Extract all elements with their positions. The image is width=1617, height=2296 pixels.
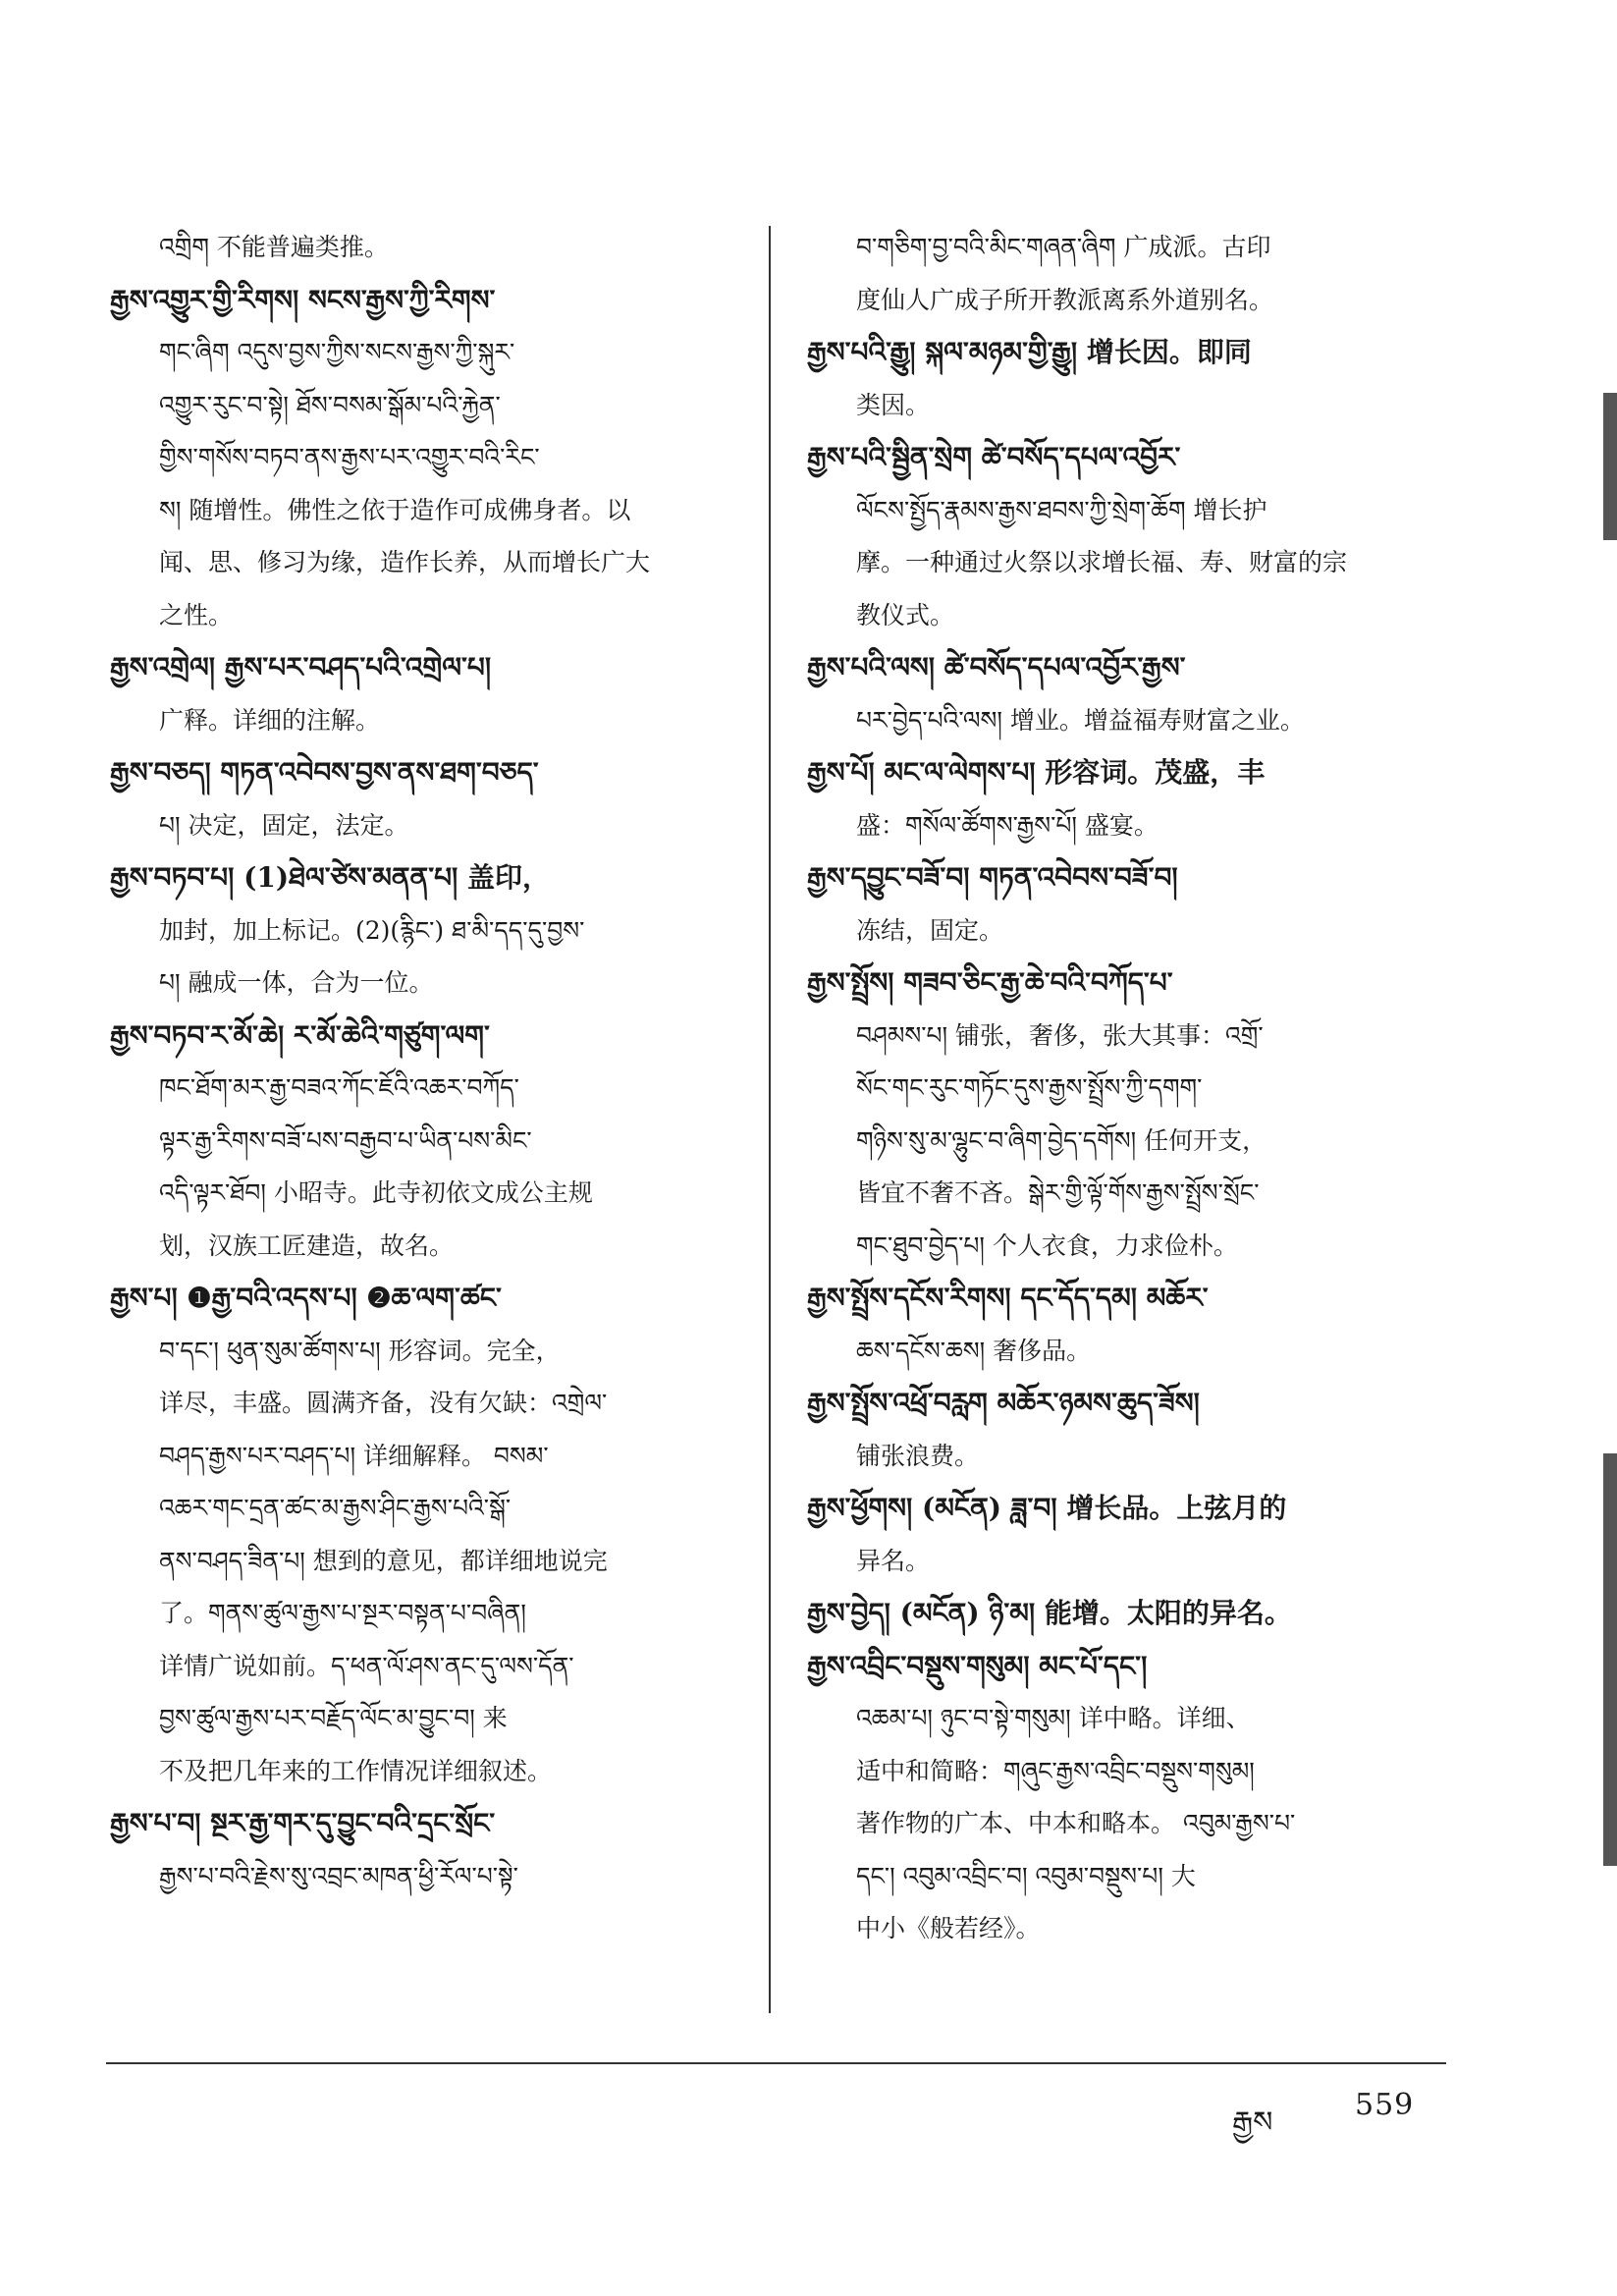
entry-text-line: 划，汉族工匠建造，故名。 — [159, 1230, 455, 1260]
entry-headword-line: རྒྱས་འབྲིང་བསྡུས་གསུམ། མང་པོ་དང་། — [807, 1649, 1148, 1682]
entry-text-line: པར་བྱེད་པའི་ལས། 增业。增益福寿财富之业。 — [856, 705, 1305, 735]
entry-text-line: བཤད་རྒྱས་པར་བཤད་པ། 详细解释。 བསམ་ — [159, 1441, 549, 1470]
entry-text-line: 度仙人广成子所开教派离系外道别名。 — [856, 285, 1274, 314]
entry-headword-line: རྒྱས་བྱེད། (མངོན) ཉི་མ། 能增。太阳的异名。 — [807, 1597, 1292, 1629]
entry-text-line: 之性。 — [159, 600, 234, 629]
running-head: རྒྱས — [1232, 2105, 1273, 2140]
entry-text-line: 了。གནས་ཚུལ་རྒྱས་པ་སྔར་བསྟན་པ་བཞིན། — [159, 1599, 526, 1627]
entry-text-line: འཆར་གང་དྲན་ཚང་མ་རྒྱས་ཤིང་རྒྱས་པའི་སྒོ་ — [159, 1494, 512, 1522]
entry-headword-line: རྒྱས་པའི་སྦྱིན་སྲེག ཚེ་བསོད་དཔལ་འབྱོར་ — [807, 441, 1181, 473]
footer-rule — [106, 2062, 1446, 2064]
entry-text-line: འདི་ལྟར་ཐོབ། 小昭寺。此寺初依文成公主规 — [159, 1178, 593, 1207]
entry-text-line: པ། 决定，固定，法定。 — [159, 810, 409, 840]
entry-text-line: ལོངས་སྤྱོད་རྣམས་རྒྱས་ཐབས་ཀྱི་སྲེག་ཆོག 增长护 — [856, 495, 1267, 524]
entry-text-line: ལྟར་རྒྱ་རིགས་བཟོ་པས་བརྒྱབ་པ་ཡིན་པས་མིང་ — [159, 1125, 532, 1155]
scan-edge-mark — [1603, 1453, 1617, 1866]
entry-text-line: འཆམ་པ། ཉུང་བ་སྟེ་གསུམ། 详中略。详细、 — [856, 1704, 1251, 1732]
entry-text-line: བ་གཅིག་བྱ་བའི་མིང་གཞན་ཞིག 广成派。古印 — [856, 233, 1271, 261]
entry-headword-line: རྒྱས་ཕྱོགས། (མངོན) ཟླ་བ། 增长品。上弦月的 — [807, 1492, 1287, 1524]
entry-text-line: གཉིས་སུ་མ་ལྷུང་བ་ཞིག་བྱེད་དགོས། 任何开支， — [856, 1125, 1267, 1155]
entry-text-line: 盛：གསོལ་ཚོགས་རྒྱས་པོ། 盛宴。 — [856, 810, 1159, 840]
entry-text-line: 中小《般若经》。 — [856, 1914, 1041, 1942]
entry-text-line: 摩。一种通过火祭以求增长福、寿、财富的宗 — [856, 548, 1348, 576]
entry-text-line: 广释。详细的注解。 — [159, 705, 381, 735]
entry-headword-line: རྒྱས་སྤྲོས། གཟབ་ཅིང་རྒྱ་ཆེ་བའི་བཀོད་པ་ — [807, 966, 1173, 999]
entry-text-line: ཆས་དངོས་ཆས། 奢侈品。 — [856, 1336, 1092, 1365]
entry-text-line: 加封，加上标记。(2)(རྙིང་) ཐ་མི་དད་དུ་བྱས་ — [159, 915, 585, 945]
entry-headword-line: རྒྱས་པ་བ། སྔར་རྒྱ་གར་དུ་བྱུང་བའི་དྲང་སྲོང་ — [110, 1807, 496, 1839]
entry-text-line: 教仪式。 — [856, 600, 955, 629]
entry-text-line: 铺张浪费。 — [856, 1441, 980, 1470]
entry-headword-line: རྒྱས་འགྱུར་གྱི་རིགས། སངས་རྒྱས་ཀྱི་རིགས་ — [110, 283, 496, 316]
entry-headword-line: རྒྱས་བཅད། གཏན་འབེབས་བྱས་ནས་ཐག་བཅད་ — [110, 756, 539, 789]
entry-text-line: ནས་བཤད་ཟིན་པ། 想到的意见，都详细地说完 — [159, 1546, 608, 1575]
entry-headword-line: རྒྱས་པའི་ལས། ཚེ་བསོད་དཔལ་འབྱོར་རྒྱས་ — [807, 651, 1186, 683]
entry-text-line: 类因。 — [856, 390, 931, 419]
entry-text-line: བྱས་ཚུལ་རྒྱས་པར་བརྗོད་ལོང་མ་བྱུང་བ། 来 — [159, 1704, 508, 1732]
entry-text-line: འགྱུར་རུང་བ་སྟེ། ཐོས་བསམ་སྒོམ་པའི་རྐྱེན་ — [159, 390, 501, 419]
entry-text-line: 详情广说如前。ད་ཕན་ལོ་ཤས་ནང་དུ་ལས་དོན་ — [159, 1651, 574, 1680]
page-number: 559 — [1355, 2088, 1415, 2122]
entry-text-line: གང་ཞིག འདུས་བྱས་ཀྱིས་སངས་རྒྱས་ཀྱི་སྐུར་ — [159, 338, 515, 366]
entry-headword-line: རྒྱས་པ། ❶རྒྱ་བའི་འདས་པ། ❷ཆ་ལག་ཚང་ — [110, 1282, 502, 1314]
entry-headword-line: རྒྱས་སྤྲོས་དངོས་རིགས། དང་དོད་དམ། མཆོར་ — [807, 1282, 1209, 1314]
entry-text-line: 适中和简略：གཞུང་རྒྱས་འབྲིང་བསྡུས་གསུམ། — [856, 1756, 1255, 1785]
entry-headword-line: རྒྱས་བཏབ་པ། (1)ཐེལ་ཙེས་མནན་པ། 盖印， — [110, 861, 551, 894]
entry-text-line: 闻、思、修习为缘，造作长养，从而增长广大 — [159, 548, 651, 576]
entry-text-line: ཁང་ཐོག་མར་རྒྱ་བཟའ་ཀོང་ཇོའི་འཆར་བཀོད་ — [159, 1073, 519, 1102]
entry-text-line: 冻结，固定。 — [856, 915, 1004, 945]
entry-headword-line: རྒྱས་དབྱུང་བཟོ་བ། གཏན་འབེབས་བཟོ་བ། — [807, 861, 1178, 894]
entry-text-line: པ། 融成一体，合为一位。 — [159, 968, 434, 997]
column-divider — [769, 226, 771, 2013]
entry-text-line: 异名。 — [856, 1546, 931, 1575]
entry-text-line: རྒྱས་པ་བའི་རྗེས་སུ་འབྲང་མཁན་ཕྱི་རོལ་པ་སྟེ་ — [159, 1861, 518, 1890]
scan-edge-mark — [1603, 393, 1617, 540]
entry-headword-line: རྒྱས་འགྲེལ། རྒྱས་པར་བཤད་པའི་འགྲེལ་པ། — [110, 651, 492, 683]
entry-text-line: བཤམས་པ། 铺张，奢侈，张大其事：འགྲོ་ — [856, 1020, 1264, 1050]
entry-headword-line: རྒྱས་སྤྲོས་འཕྲོ་བརླག མཆོར་ཉམས་ཆུད་ཟོས། — [807, 1387, 1200, 1419]
entry-text-line: 皆宜不奢不吝。སྒེར་གྱི་ལྟོ་གོས་རྒྱས་སྤྲོས་སྲོང་ — [856, 1178, 1260, 1207]
entry-headword-line: རྒྱས་བཏབ་ར་མོ་ཆེ། ར་མོ་ཆེའི་གཙུག་ལག་ — [110, 1018, 490, 1052]
entry-text-line: 不及把几年来的工作情况详细叙述。 — [159, 1756, 553, 1785]
entry-text-line: 著作物的广本、中本和略本。 འབུམ་རྒྱས་པ་ — [856, 1809, 1296, 1837]
entry-text-line: ས། 随增性。佛性之依于造作可成佛身者。以 — [159, 495, 631, 524]
entry-text-line: 详尽，丰盛。圆满齐备，没有欠缺：འགྲེལ་ — [159, 1389, 608, 1417]
entry-text-line: དང་། འབུམ་འབྲིང་བ། འབུམ་བསྡུས་པ། 大 — [856, 1861, 1196, 1890]
entry-headword-line: རྒྱས་པོ། མང་ལ་ལེགས་པ། 形容词。茂盛，丰 — [807, 756, 1266, 789]
entry-headword-line: རྒྱས་པའི་རྒྱུ། སྐལ་མཉམ་གྱི་རྒྱུ། 增长因。即同 — [807, 336, 1252, 368]
entry-text-line: འགྲིག 不能普遍类推。 — [159, 233, 389, 261]
entry-text-line: གང་ཐུབ་བྱེད་པ། 个人衣食，力求俭朴。 — [856, 1230, 1238, 1260]
entry-text-line: སོང་གང་རུང་གཏོང་དུས་རྒྱས་སྤྲོས་ཀྱི་དགག་ — [856, 1073, 1203, 1102]
entry-text-line: གྱིས་གསོས་བཏབ་ནས་རྒྱས་པར་འགྱུར་བའི་རིང་ — [159, 443, 540, 471]
entry-text-line: བ་དང་། ཕུན་སུམ་ཚོགས་པ། 形容词。完全， — [159, 1336, 561, 1365]
